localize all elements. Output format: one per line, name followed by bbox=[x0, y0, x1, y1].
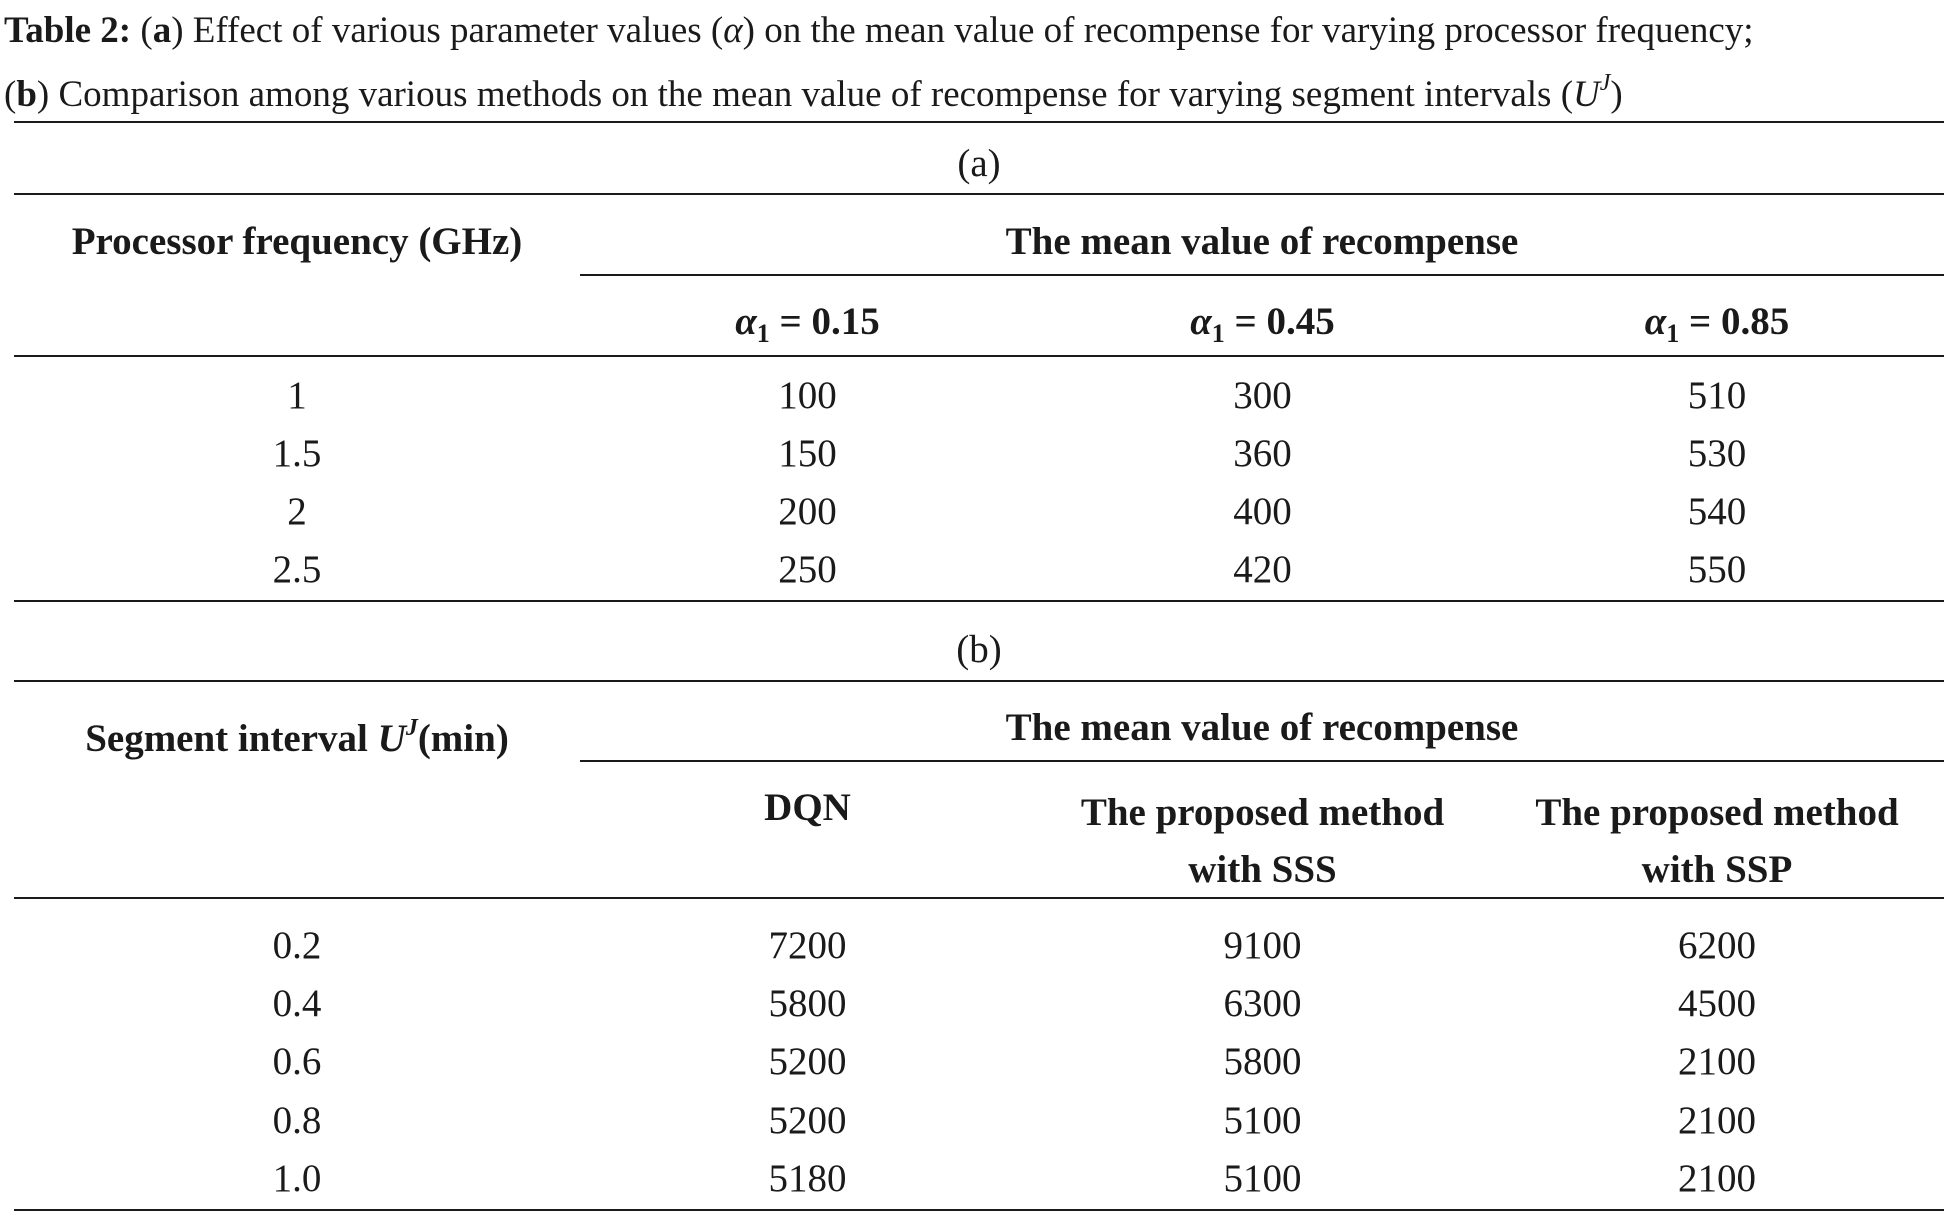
table-b-group-header: The mean value of recompense bbox=[1005, 706, 1519, 749]
table-b-cell: 9100 bbox=[1223, 924, 1302, 967]
caption-text-1: Effect of various parameter values ( bbox=[183, 10, 724, 51]
table-a-cell: 530 bbox=[1687, 432, 1747, 475]
table-a-header-rule bbox=[14, 355, 1944, 357]
section-a-label: (a) bbox=[957, 142, 1001, 185]
table-a-cell: 2 bbox=[287, 490, 307, 533]
table-b-cell: 0.4 bbox=[272, 982, 322, 1025]
table-a-cell: 100 bbox=[778, 374, 837, 417]
table-a-cell: 550 bbox=[1687, 548, 1747, 591]
table-b-group-rule bbox=[580, 760, 1944, 762]
table-b-cell: 2100 bbox=[1678, 1099, 1756, 1142]
table-b-cell: 2100 bbox=[1678, 1040, 1756, 1083]
caption-text-2: ) on the mean value of recompense for varying processor frequency; bbox=[742, 10, 1754, 51]
table-a-cell: 540 bbox=[1687, 490, 1747, 533]
table-b-col-header-3: The proposed method with SSP bbox=[1535, 791, 1899, 891]
table-b-cell: 5180 bbox=[768, 1157, 847, 1200]
section-b-label: (b) bbox=[956, 628, 1002, 671]
caption-u-superscript: J bbox=[1599, 70, 1611, 96]
section-b-rule bbox=[14, 680, 1944, 682]
table-b-cell: 0.8 bbox=[272, 1099, 322, 1142]
caption-label: Table 2: bbox=[4, 10, 132, 51]
caption-text-3: Comparison among various methods on the mean value of recompense for varying segment intervals ( bbox=[49, 74, 1574, 115]
caption-b-label: b bbox=[16, 74, 37, 115]
caption-line-2: (b) Comparison among various methods on the mean value of recompense for varying segment intervals $(U^J)$ bbox=[4, 70, 1623, 115]
table-b-cell: 5800 bbox=[1223, 1040, 1302, 1083]
table-a-cell: 150 bbox=[778, 432, 837, 475]
table-b-header-rule bbox=[14, 897, 1944, 899]
table-b-cell: 0.2 bbox=[272, 924, 322, 967]
table-top-rule bbox=[14, 121, 1944, 123]
table-a-group-header: The mean value of recompense bbox=[1005, 220, 1519, 263]
table-b-col-header-2: The proposed method with SSS bbox=[1080, 791, 1445, 891]
table-b-cell: 5800 bbox=[768, 982, 847, 1025]
table-b-cell: 5200 bbox=[768, 1099, 847, 1142]
table-a-cell: 400 bbox=[1233, 490, 1292, 533]
table-a-group-rule bbox=[580, 274, 1944, 276]
table-caption bbox=[4, 4, 1954, 121]
caption-u-symbol: U bbox=[1573, 74, 1600, 115]
table-a-col-header-3: $\alpha_1 = 0.85$ bbox=[1644, 300, 1790, 348]
table-b-cell: 5200 bbox=[768, 1040, 847, 1083]
table-b-bottom-rule bbox=[14, 1209, 1944, 1211]
table-a-bottom-rule bbox=[14, 600, 1944, 602]
table-b-cell: 1.0 bbox=[272, 1157, 322, 1200]
table-b-row-header: Segment interval $U^J(\min)$ bbox=[85, 715, 509, 760]
table-a-cell: 250 bbox=[778, 548, 837, 591]
table-a-cell: 420 bbox=[1233, 548, 1292, 591]
section-a-rule bbox=[14, 193, 1944, 195]
table-a-cell: 300 bbox=[1233, 374, 1292, 417]
table-b-col-header-1: DQN bbox=[764, 786, 851, 829]
table-a-cell: 2.5 bbox=[272, 548, 322, 591]
caption-close-paren: ) bbox=[1610, 74, 1623, 115]
table-a-cell: 510 bbox=[1687, 374, 1747, 417]
table-b-cell: 2100 bbox=[1678, 1157, 1756, 1200]
table-b-cell: 4500 bbox=[1678, 982, 1756, 1025]
table-a-col-header-2: $\alpha_1 = 0.45$ bbox=[1190, 300, 1335, 348]
caption-line-1: Table 2: (a) Effect of various parameter values (α) on the mean value of recompense for varying processor frequency; bbox=[4, 10, 1754, 51]
caption-a-label: a bbox=[152, 10, 172, 51]
table-a-cell: 360 bbox=[1233, 432, 1292, 475]
table-a-cell: 200 bbox=[778, 490, 837, 533]
table-b-cell: 6200 bbox=[1678, 924, 1756, 967]
table-b-cell: 5100 bbox=[1223, 1099, 1302, 1142]
table-a-cell: 1.5 bbox=[272, 432, 322, 475]
table-b-cell: 7200 bbox=[768, 924, 847, 967]
table-b-cell: 5100 bbox=[1223, 1157, 1302, 1200]
table-b-cell: 0.6 bbox=[272, 1040, 322, 1083]
table-a-col-header-1: $\alpha_1 = 0.15$ bbox=[735, 300, 880, 348]
table-a-cell: 1 bbox=[287, 374, 307, 417]
caption-alpha-symbol: α bbox=[723, 10, 743, 51]
table-b-cell: 6300 bbox=[1223, 982, 1302, 1025]
table-a-row-header: Processor frequency (GHz) bbox=[71, 220, 523, 263]
